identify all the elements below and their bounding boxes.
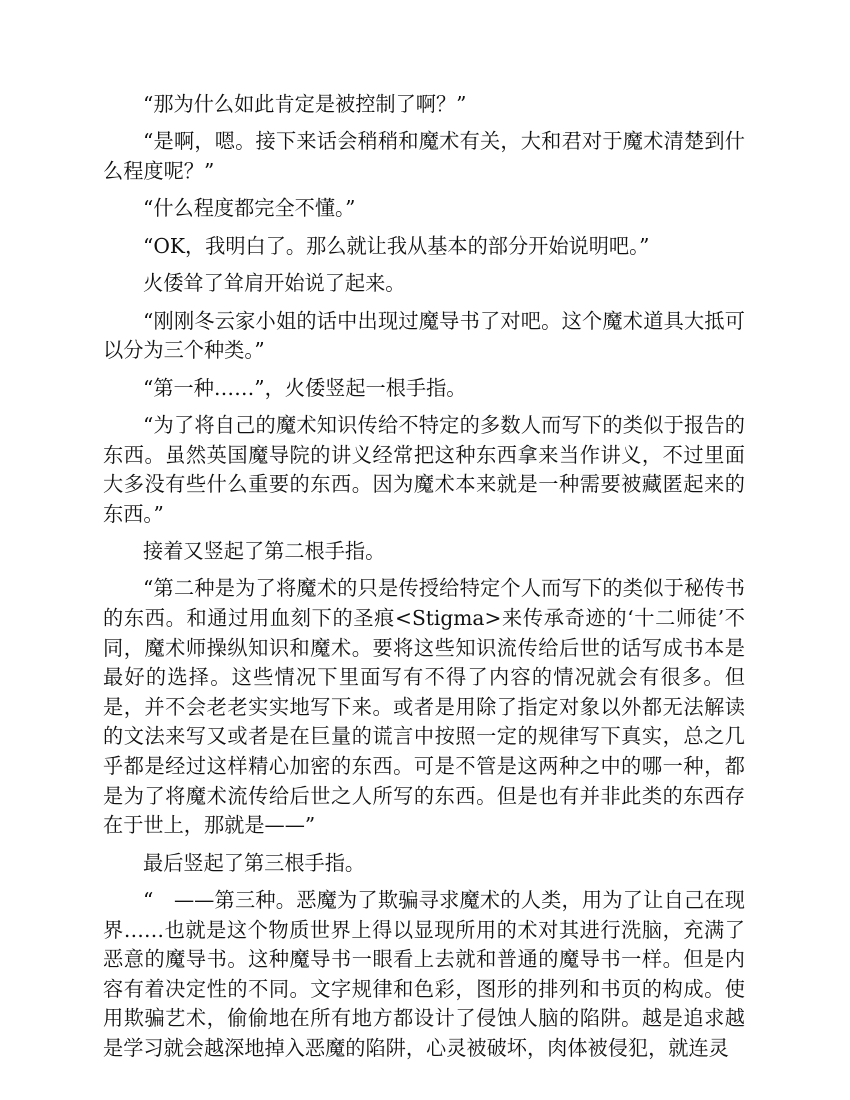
paragraph: “OK，我明白了。那么就让我从基本的部分开始说明吧。” [143,233,650,258]
paragraph: “第一种……”，火倭竖起一根手指。 [143,375,467,400]
paragraph: 最后竖起了第三根手指。 [143,850,366,875]
paragraph: “什么程度都完全不懂。” [143,196,356,221]
paragraph: “为了将自己的魔术知识传给不特定的多数人而写下的类似于报告的东西。虽然英国魔导院的讲义经常把这种东西拿来当作讲义，不过里面大多没有些什么重要的东西。因为魔术本来就是一种需要被藏匿起来的东西。” [103,412,745,526]
document-page [103,90,745,1071]
paragraph: 接着又竖起了第二根手指。 [143,539,386,564]
paragraph: “第二种是为了将魔术的只是传授给特定个人而写下的类似于秘传书的东西。和通过用血刻下的圣痕<Stigma>来传承奇迹的‘十二师徒’不同，魔术师操纵知识和魔术。要将这些知识流传给后世的话写成书本是最好的选择。这些情况下里面写有不得了内容的情况就会有很多。但是，并不会老老实实地写下来。或者是用除了指定对象以外都无法解读的文法来写又或者是在巨量的谎言中按照一定的规律写下真实，总之几乎都是经过这样精心加密的东西。可是不管是这两种之中的哪一种，都是为了将魔术流传给后世之人所写的东西。但是也有并非此类的东西存在于世上，那就是——” [103,576,745,838]
paragraph: 火倭耸了耸肩开始说了起来。 [143,271,406,296]
paragraph: “ ——第三种。恶魔为了欺骗寻求魔术的人类，用为了让自己在现界……也就是这个物质世界上得以显现所用的术对其进行洗脑，充满了恶意的魔导书。这种魔导书一眼看上去就和普通的魔导书一样。但是内容有着决定性的不同。文字规律和色彩，图形的排列和书页的构成。使用欺骗艺术，偷偷地在所有地方都设计了侵蚀人脑的陷阱。越是追求越是学习就会越深地掉入恶魔的陷阱，心灵被破坏，肉体被侵犯，就连灵 [103,888,745,1060]
paragraph: “是啊，嗯。接下来话会稍稍和魔术有关，大和君对于魔术清楚到什么程度呢？” [103,129,745,183]
paragraph: “那为什么如此肯定是被控制了啊？” [143,92,467,116]
paragraph: “刚刚冬云家小姐的话中出现过魔导书了对吧。这个魔术道具大抵可以分为三个种类。” [103,308,745,363]
